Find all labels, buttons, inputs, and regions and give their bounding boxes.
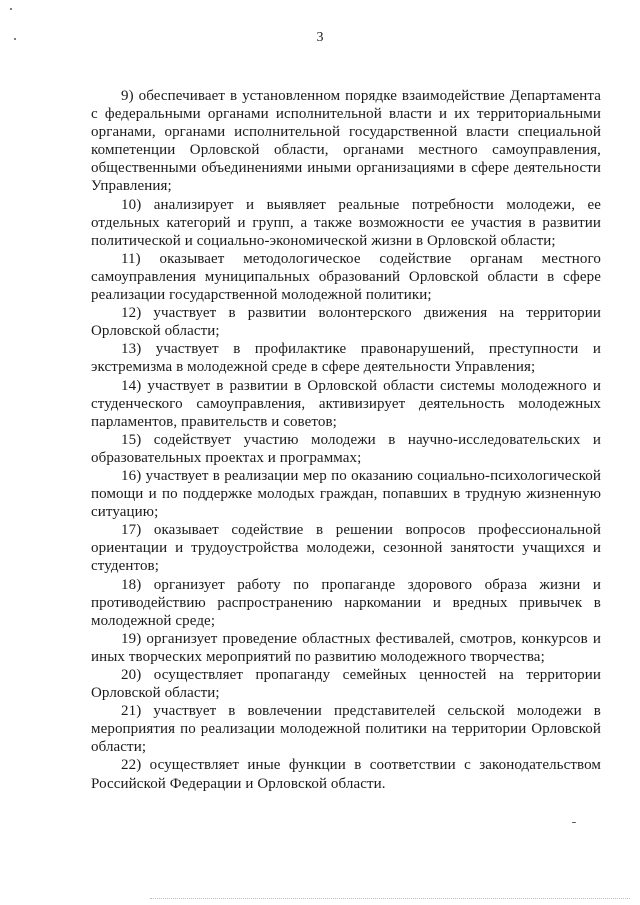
list-item: 17) оказывает содействие в решении вопросов профессиональной ориентации и трудоустройства молодежи, сезонной занятости учащихся и студентов;	[91, 522, 601, 575]
list-item: 18) организует работу по пропаганде здорового образа жизни и противодействию распространению наркомании и вредных привычек в молодежной среде;	[91, 576, 601, 629]
list-item: 13) участвует в профилактике правонарушений, преступности и экстремизма в молодежной среде в сфере деятельности Управления;	[91, 341, 601, 376]
list-item: 9) обеспечивает в установленном порядке взаимодействие Департамента с федеральными органами исполнительной власти и их территориальными органами, органами исполнительной государственной власти специальной компетенции Орловской области, органами местного самоуправления, общественными объединениями иными организациями в сфере деятельности Управления;	[91, 88, 601, 195]
list-item: 16) участвует в реализации мер по оказанию социально-психологической помощи и по поддержке молодых граждан, попавших в трудную жизненную ситуацию;	[91, 467, 601, 521]
scan-speck	[10, 8, 12, 10]
scan-edge	[150, 898, 630, 899]
list-item: 22) осуществляет иные функции в соответствии с законодательством Российской Федерации и Орловской области.	[91, 757, 601, 792]
scan-speck	[14, 38, 16, 40]
body-text	[91, 87, 601, 793]
list-item: 19) организует проведение областных фестивалей, смотров, конкурсов и иных творческих мероприятий по развитию молодежного творчества;	[91, 630, 601, 665]
page-number: 3	[316, 30, 324, 45]
list-item: 15) содействует участию молодежи в научно-исследовательских и образовательных проектах и программах;	[91, 431, 601, 466]
list-item: 10) анализирует и выявляет реальные потребности молодежи, ее отдельных категорий и групп, а также возможности ее участия в развитии политической и социально-экономической жизни в Орловской области;	[91, 196, 601, 249]
list-item: 20) осуществляет пропаганду семейных ценностей на территории Орловской области;	[91, 667, 601, 702]
scan-speck	[572, 822, 576, 823]
list-item: 14) участвует в развитии в Орловской области системы молодежного и студенческого самоуправления, активизирует деятельность молодежных парламентов, правительств и советов;	[91, 377, 601, 430]
list-item: 11) оказывает методологическое содействие органам местного самоуправления муниципальных образований Орловской области в сфере реализации государственной молодежной политики;	[91, 250, 601, 304]
list-item: 12) участвует в развитии волонтерского движения на территории Орловской области;	[91, 305, 601, 340]
list-item: 21) участвует в вовлечении представителей сельской молодежи в мероприятия по реализации молодежной политики на территории Орловской области;	[91, 703, 601, 756]
